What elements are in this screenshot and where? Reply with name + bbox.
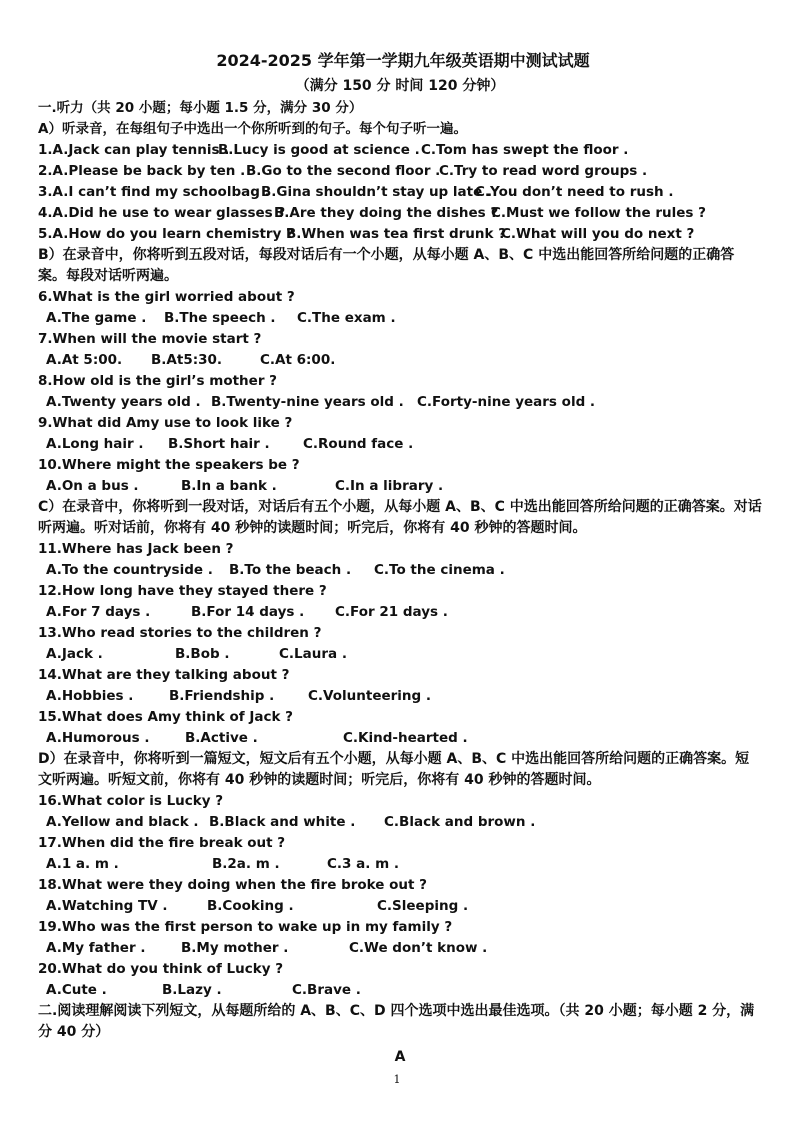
question-16: 16.What color is Lucky ?: [38, 793, 224, 809]
item-2-a: 2.A.Please be back by ten .: [38, 163, 246, 179]
part2-heading: 二.阅读理解阅读下列短文，从每题所给的 A、B、C、D 四个选项中选出最佳选项。（共 20 小题；每小题 2 分，满分 40 分）: [38, 1003, 755, 1040]
question-10-options: [38, 476, 762, 497]
option-c: C.We don’t know .: [349, 940, 488, 956]
section-c-instructions: C）在录音中，你将听到一段对话，对话后有五个小题，从每小题 A、B、C 中选出能回答所给问题的正确答案。对话听两遍。听对话前，你将有 40 秒钟的读题时间；听完后，你将有 40 秒钟的答题时间。: [38, 499, 762, 536]
question-18: 18.What were they doing when the fire broke out ?: [38, 877, 428, 893]
page-subtitle: （满分 150 分 时间 120 分钟）: [295, 78, 505, 94]
question-12-options: [38, 602, 762, 623]
question-20: 20.What do you think of Lucky ?: [38, 961, 284, 977]
item-3-a: 3.A.I can’t find my schoolbag .: [38, 184, 270, 200]
option-a: A.1 a. m .: [46, 856, 119, 872]
option-c: C.To the cinema .: [374, 562, 505, 578]
question-13: 13.Who read stories to the children ?: [38, 625, 322, 641]
question-9-options: [38, 434, 762, 455]
item-1-b: B.Lucy is good at science .: [218, 142, 420, 158]
option-b: B.To the beach .: [229, 562, 352, 578]
page-number: 1: [393, 1073, 401, 1086]
question-15: 15.What does Amy think of Jack ?: [38, 709, 293, 725]
question-8-options: [38, 392, 762, 413]
option-a: A.Watching TV .: [46, 898, 168, 914]
question-17: 17.When did the fire break out ?: [38, 835, 286, 851]
question-15-options: [38, 728, 762, 749]
option-a: A.At 5:00.: [46, 352, 123, 368]
part1-heading: 一.听力（共 20 小题；每小题 1.5 分，满分 30 分）: [38, 100, 363, 116]
item-4-a: 4.A.Did he use to wear glasses ?: [38, 205, 286, 221]
question-12: 12.How long have they stayed there ?: [38, 583, 327, 599]
question-11: 11.Where has Jack been ?: [38, 541, 234, 557]
option-b: B.Active .: [185, 730, 258, 746]
question-6-options: [38, 308, 762, 329]
option-c: C.3 a. m .: [327, 856, 399, 872]
option-b: B.For 14 days .: [191, 604, 305, 620]
option-a: A.My father .: [46, 940, 146, 956]
option-c: C.Brave .: [292, 982, 361, 998]
option-a: A.Humorous .: [46, 730, 150, 746]
section-a-instructions: A）听录音，在每组句子中选出一个你所听到的句子。每个句子听一遍。: [38, 121, 467, 137]
option-c: C.Black and brown .: [384, 814, 536, 830]
item-2-b: B.Go to the second floor .: [246, 163, 441, 179]
item-4-c: C.Must we follow the rules ?: [491, 205, 706, 221]
option-a: A.On a bus .: [46, 478, 139, 494]
section-d-instructions: D）在录音中，你将听到一篇短文，短文后有五个小题，从每小题 A、B、C 中选出能回答所给问题的正确答案。短文听两遍。听短文前，你将有 40 秒钟的读题时间；听完后，你将有 40 秒钟的答题时间。: [38, 751, 750, 788]
option-a: A.The game .: [46, 310, 147, 326]
item-4-b: B.Are they doing the dishes ?: [274, 205, 499, 221]
item-5-a: 5.A.How do you learn chemistry ?: [38, 226, 294, 242]
question-16-options: [38, 812, 762, 833]
question-10: 10.Where might the speakers be ?: [38, 457, 300, 473]
option-b: B.2a. m .: [212, 856, 280, 872]
item-5: [38, 224, 762, 245]
option-b: B.Bob .: [175, 646, 230, 662]
option-b: B.Black and white .: [209, 814, 356, 830]
item-2: [38, 161, 762, 182]
item-1-c: C.Tom has swept the floor .: [421, 142, 629, 158]
option-a: A.Jack .: [46, 646, 103, 662]
option-c: C.In a library .: [335, 478, 444, 494]
option-c: C.The exam .: [297, 310, 396, 326]
option-b: B.At5:30.: [151, 352, 223, 368]
question-9: 9.What did Amy use to look like ?: [38, 415, 293, 431]
option-c: C.Round face .: [303, 436, 414, 452]
item-3: [38, 182, 762, 203]
question-20-options: [38, 980, 762, 1001]
item-4: [38, 203, 762, 224]
option-b: B.Lazy .: [162, 982, 222, 998]
option-c: C.For 21 days .: [335, 604, 448, 620]
question-17-options: [38, 854, 762, 875]
question-6: 6.What is the girl worried about ?: [38, 289, 295, 305]
item-1-a: 1.A.Jack can play tennis .: [38, 142, 230, 158]
item-1: [38, 140, 762, 161]
item-5-b: B.When was tea first drunk ?: [286, 226, 507, 242]
option-c: C.Sleeping .: [377, 898, 469, 914]
option-c: C.Laura .: [279, 646, 347, 662]
option-a: A.Yellow and black .: [46, 814, 199, 830]
option-c: C.Volunteering .: [308, 688, 432, 704]
question-8: 8.How old is the girl’s mother ?: [38, 373, 278, 389]
question-13-options: [38, 644, 762, 665]
option-a: A.For 7 days .: [46, 604, 151, 620]
item-3-c: C.You don’t need to rush .: [475, 184, 674, 200]
question-11-options: [38, 560, 762, 581]
option-b: B.Short hair .: [168, 436, 270, 452]
option-b: B.Twenty-nine years old .: [211, 394, 404, 410]
option-c: C.Forty-nine years old .: [417, 394, 596, 410]
question-14-options: [38, 686, 762, 707]
option-c: C.At 6:00.: [260, 352, 336, 368]
passage-a-label: A: [394, 1049, 406, 1065]
option-a: A.Hobbies .: [46, 688, 134, 704]
item-2-c: C.Try to read word groups .: [439, 163, 648, 179]
option-b: B.In a bank .: [181, 478, 277, 494]
page-title: 2024-2025 学年第一学期九年级英语期中测试试题: [216, 51, 590, 70]
question-19-options: [38, 938, 762, 959]
option-a: A.Cute .: [46, 982, 107, 998]
option-c: C.Kind-hearted .: [343, 730, 468, 746]
question-18-options: [38, 896, 762, 917]
question-19: 19.Who was the first person to wake up in my family ?: [38, 919, 453, 935]
option-a: A.To the countryside .: [46, 562, 213, 578]
option-b: B.Cooking .: [207, 898, 294, 914]
item-5-c: C.What will you do next ?: [501, 226, 695, 242]
option-b: B.My mother .: [181, 940, 289, 956]
item-3-b: B.Gina shouldn’t stay up late .: [261, 184, 493, 200]
option-a: A.Long hair .: [46, 436, 144, 452]
option-b: B.Friendship .: [169, 688, 275, 704]
question-14: 14.What are they talking about ?: [38, 667, 290, 683]
question-7: 7.When will the movie start ?: [38, 331, 262, 347]
option-b: B.The speech .: [164, 310, 276, 326]
question-7-options: [38, 350, 762, 371]
option-a: A.Twenty years old .: [46, 394, 201, 410]
section-b-instructions: B）在录音中，你将听到五段对话，每段对话后有一个小题，从每小题 A、B、C 中选出能回答所给问题的正确答案。每段对话听两遍。: [38, 247, 735, 284]
